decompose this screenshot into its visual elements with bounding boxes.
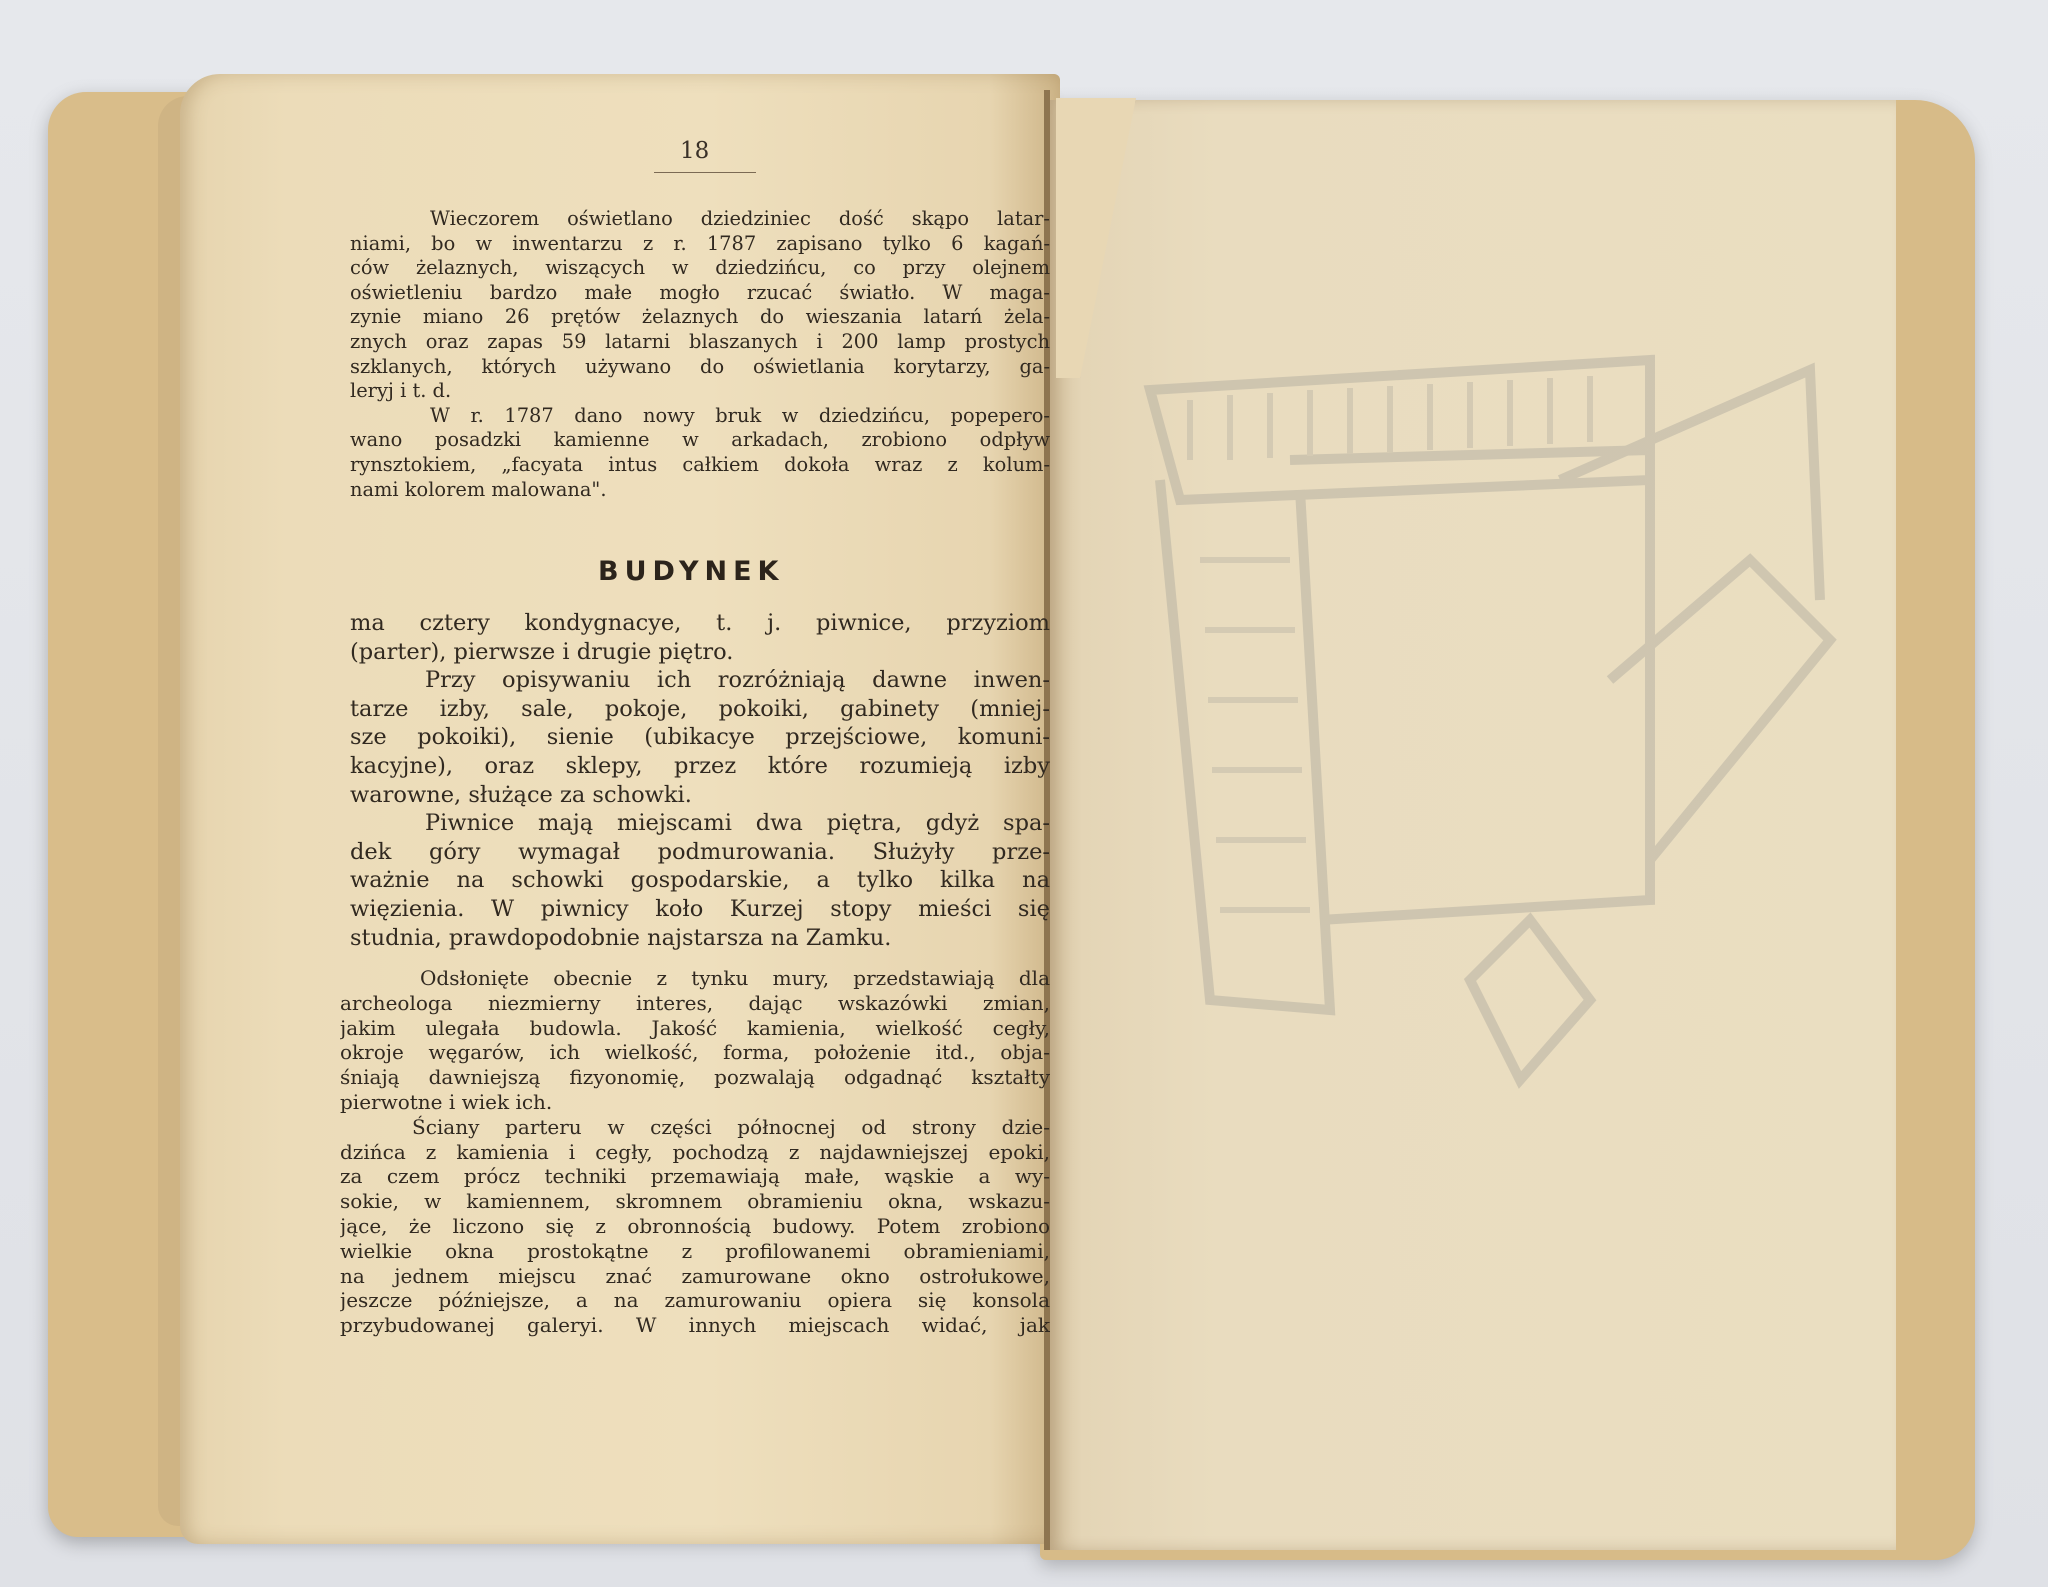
text-line: przybudowanej galeryi. W innych miejscach widać, jak xyxy=(340,1313,1050,1338)
text-line: wano posadzki kamienne w arkadach, zrobiono odpływ xyxy=(350,428,1050,452)
text-line: (parter), pierwsze i drugie piętro. xyxy=(350,638,734,665)
text-line: sokie, w kamiennem, skromnem obramieniu okna, wskazu- xyxy=(340,1189,1050,1214)
text-line: jakim ulegała budowla. Jakość kamienia, wielkość cegły, xyxy=(340,1015,1050,1040)
text-line: Ściany parteru w części północnej od strony dzie- xyxy=(412,1114,1050,1139)
section-heading: BUDYNEK xyxy=(598,556,785,587)
floor-plan-show-through xyxy=(1090,300,1850,1180)
text-line: ców żelaznych, wiszących w dziedzińcu, co przy olejnem xyxy=(350,256,1050,280)
text-line: wielkie okna prostokątne z profilowanemi obramieniami, xyxy=(340,1238,1050,1263)
text-line: sze pokoiki), sienie (ubikacye przejściowe, komuni- xyxy=(350,724,1050,751)
text-line: rynsztokiem, „facyata intus całkiem dokoła wraz z kolum- xyxy=(350,452,1050,476)
text-line: ma cztery kondygnacye, t. j. piwnice, przyziom xyxy=(350,610,1050,636)
text-line: Wieczorem oświetlano dziedziniec dość skąpo latar- xyxy=(430,207,1050,230)
text-line: Piwnice mają miejscami dwa piętra, gdyż spa- xyxy=(425,810,1050,837)
paragraph-walls xyxy=(340,966,1050,1338)
paragraph-lighting xyxy=(350,207,1050,502)
text-line: dzińca z kamienia i cegły, pochodzą z najdawniejszej epoki, xyxy=(340,1139,1050,1164)
text-line: dek góry wymagał podmurowania. Służyły prze- xyxy=(350,838,1050,865)
text-line: znych oraz zapas 59 latarni blaszanych i 200 lamp prostych xyxy=(350,329,1050,353)
text-line: szklanych, których używano do oświetlania korytarzy, ga- xyxy=(350,354,1050,378)
paragraph-building xyxy=(350,609,1050,952)
text-line: więzienia. W piwnicy koło Kurzej stopy mieści się xyxy=(350,895,1050,922)
text-line: Przy opisywaniu ich rozróżniają dawne inwen- xyxy=(425,667,1050,694)
text-line: pierwotne i wiek ich. xyxy=(340,1089,553,1114)
text-line: ważnie na schowki gospodarskie, a tylko kilka na xyxy=(350,867,1050,894)
text-line: jące, że liczono się z obronnością budowy. Potem zrobiono xyxy=(340,1213,1050,1238)
text-line: na jednem miejscu znać zamurowane okno ostrołukowe, xyxy=(340,1263,1050,1288)
text-line: jeszcze późniejsze, a na zamurowaniu opiera się konsola xyxy=(340,1288,1050,1313)
text-line: kacyjne), oraz sklepy, przez które rozumieją izby xyxy=(350,752,1050,779)
text-line: śniają dawniejszą fizyonomię, pozwalają odgadnąć kształty xyxy=(340,1065,1050,1090)
text-line: studnia, prawdopodobnie najstarsza na Zamku. xyxy=(350,924,892,951)
text-line: nami kolorem malowana". xyxy=(350,477,607,501)
text-line: tarze izby, sale, pokoje, pokoiki, gabinety (mniej- xyxy=(350,695,1050,722)
text-line: warowne, służące za schowki. xyxy=(350,781,692,808)
text-line: W r. 1787 dano nowy bruk w dziedzińcu, popepero- xyxy=(430,403,1050,427)
text-line: leryj i t. d. xyxy=(350,379,452,403)
text-line: za czem prócz techniki przemawiają małe, wąskie a wy- xyxy=(340,1164,1050,1189)
text-line: niami, bo w inwentarzu z r. 1787 zapisano tylko 6 kagań- xyxy=(350,231,1050,255)
page-number: 18 xyxy=(680,138,710,164)
page-number-rule xyxy=(654,172,756,173)
text-line: Odsłonięte obecnie z tynku mury, przedstawiają dla xyxy=(420,966,1050,990)
text-line: archeologa niezmierny interes, dając wskazówki zmian, xyxy=(340,990,1050,1015)
text-line: zynie miano 26 prętów żelaznych do wieszania latarń żela- xyxy=(350,305,1050,329)
text-line: okroje węgarów, ich wielkość, forma, położenie itd., obja- xyxy=(340,1040,1050,1065)
text-line: oświetleniu bardzo małe mogło rzucać światło. W maga- xyxy=(350,280,1050,304)
